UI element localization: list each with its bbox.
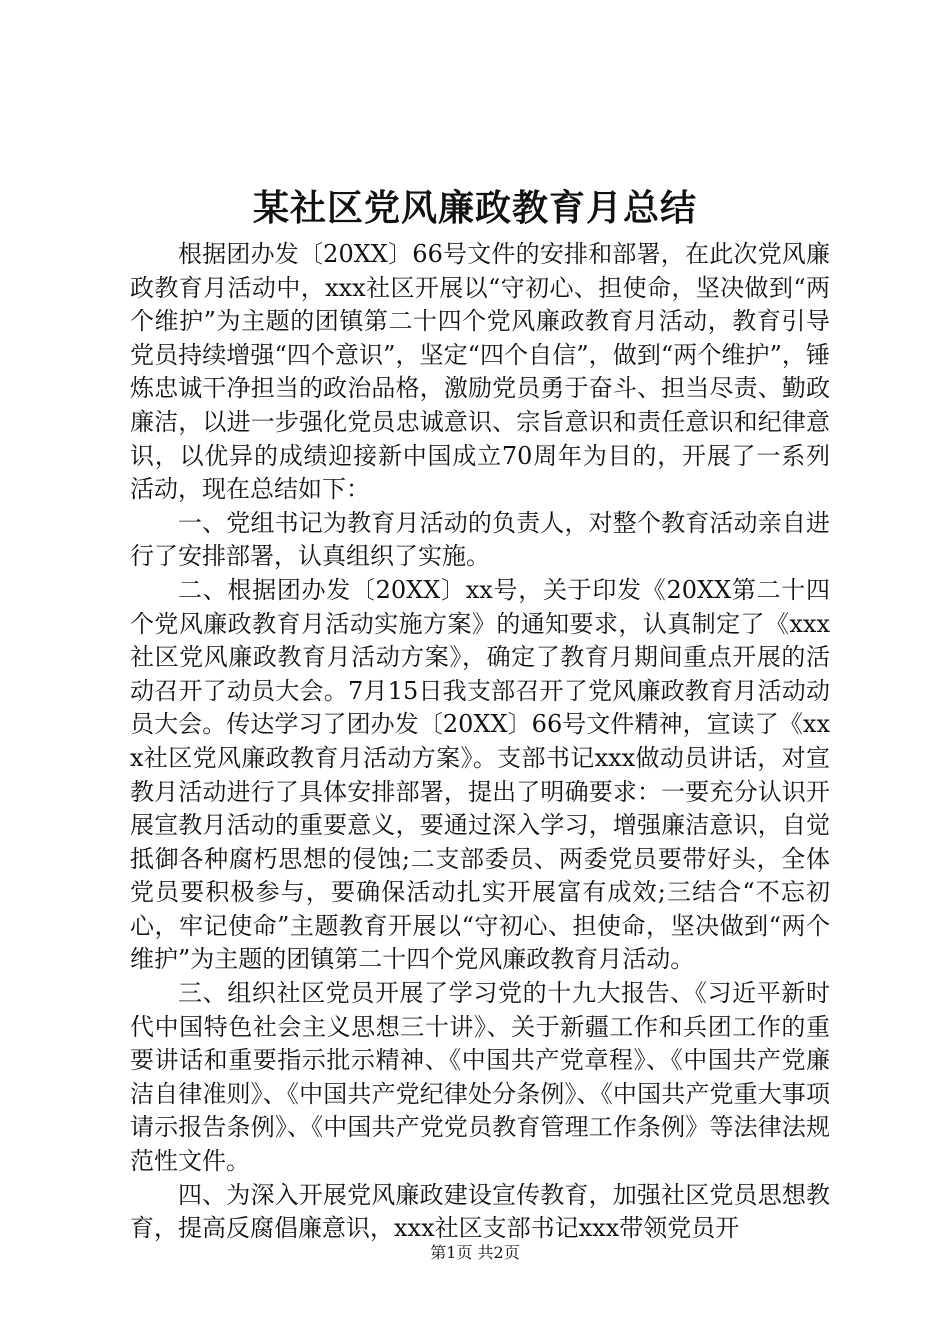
document-body — [130, 238, 830, 1246]
paragraph-section-2: 二、根据团办发〔20XX〕xx号，关于印发《20XX第二十四个党风廉政教育月活动实施方案》的通知要求，认真制定了《xxx社区党风廉政教育月活动方案》，确定了教育月期间重点开展的活动召开了动员大会。7月15日我支部召开了党风廉政教育月活动动员大会。传达学习了团办发〔20XX〕66号文件精神，宣读了《xxx社区党风廉政教育月活动方案》。支部书记xxx做动员讲话，对宣教月活动进行了具体安排部署，提出了明确要求：一要充分认识开展宣教月活动的重要意义，要通过深入学习，增强廉洁意识，自觉抵御各种腐朽思想的侵蚀;二支部委员、两委党员要带好头，全体党员要积极参与，要确保活动扎实开展富有成效;三结合“不忘初心，牢记使命”主题教育开展以“守初心、担使命，坚决做到“两个维护”为主题的团镇第二十四个党风廉政教育月活动。 — [130, 575, 830, 974]
paragraph-section-1: 一、党组书记为教育月活动的负责人，对整个教育活动亲自进行了安排部署，认真组织了实施。 — [130, 508, 830, 571]
paragraph-section-4: 四、为深入开展党风廉政建设宣传教育，加强社区党员思想教育，提高反腐倡廉意识，xxx社区支部书记xxx带领党员开 — [130, 1180, 830, 1243]
paragraph-intro: 根据团办发〔20XX〕66号文件的安排和部署，在此次党风廉政教育月活动中，xxx社区开展以“守初心、担使命，坚决做到“两个维护”为主题的团镇第二十四个党风廉政教育月活动，教育引导党员持续增强“四个意识”，坚定“四个自信”，做到“两个维护”，锤炼忠诚干净担当的政治品格，激励党员勇于奋斗、担当尽责、勤政廉洁，以进一步强化党员忠诚意识、宗旨意识和责任意识和纪律意识，以优异的成绩迎接新中国成立70周年为目的，开展了一系列活动，现在总结如下： — [130, 240, 830, 504]
document-title: 某社区党风廉政教育月总结 — [252, 187, 697, 229]
page-number-footer: 第1页 共2页 — [430, 1243, 520, 1262]
paragraph-section-3: 三、组织社区党员开展了学习党的十九大报告、《习近平新时代中国特色社会主义思想三十讲》、关于新疆工作和兵团工作的重要讲话和重要指示批示精神、《中国共产党章程》、《中国共产党廉洁自律准则》、《中国共产党纪律处分条例》、《中国共产党重大事项请示报告条例》、《中国共产党党员教育管理工作条例》等法律法规范性文件。 — [130, 979, 830, 1176]
